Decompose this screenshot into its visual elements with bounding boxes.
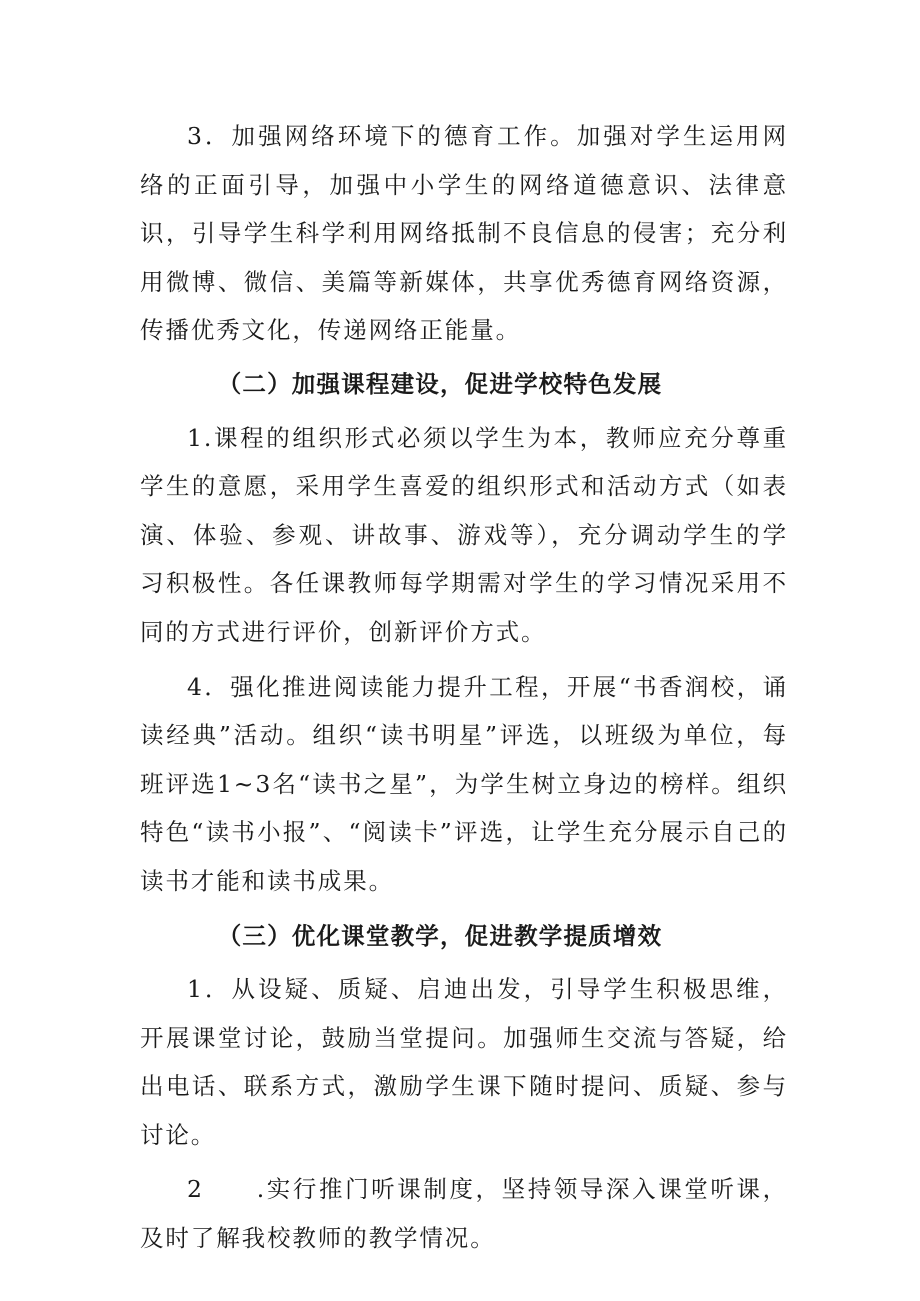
document-page — [140, 112, 788, 1263]
paragraph-classroom-questioning: 1．从设疑、质疑、启迪出发，引导学生积极思维，开展课堂讨论，鼓励当堂提问。加强师生交流与答疑，给出电话、联系方式，激励学生课下随时提问、质疑、参与讨论。 — [140, 975, 788, 1149]
paragraph-reading-project: 4．强化推进阅读能力提升工程，开展“书香润校，诵读经典”活动。组织“读书明星”评选，以班级为单位，每班评选1~3名“读书之星”，为学生树立身边的榜样。组织特色“读书小报”、“阅读卡”评选，让学生充分展示自己的读书才能和读书成果。 — [140, 672, 788, 895]
section-heading-curriculum: （二）加强课程建设，促进学校特色发展 — [217, 369, 663, 398]
section-heading-classroom-teaching: （三）优化课堂教学，促进教学提质增效 — [217, 921, 663, 950]
paragraph-network-moral-education: 3．加强网络环境下的德育工作。加强对学生运用网络的正面引导，加强中小学生的网络道德意识、法律意识，引导学生科学利用网络抵制不良信息的侵害；充分利用微博、微信、美篇等新媒体，共享优秀德育网络资源，传播优秀文化，传递网络正能量。 — [140, 122, 788, 345]
paragraph-curriculum-organization: 1.课程的组织形式必须以学生为本，教师应充分尊重学生的意愿，采用学生喜爱的组织形式和活动方式（如表演、体验、参观、讲故事、游戏等），充分调动学生的学习积极性。各任课教师每学期需对学生的学习情况采用不同的方式进行评价，创新评价方式。 — [140, 423, 788, 646]
paragraph-lesson-observation: 2 .实行推门听课制度，坚持领导深入课堂听课，及时了解我校教师的教学情况。 — [140, 1175, 788, 1253]
